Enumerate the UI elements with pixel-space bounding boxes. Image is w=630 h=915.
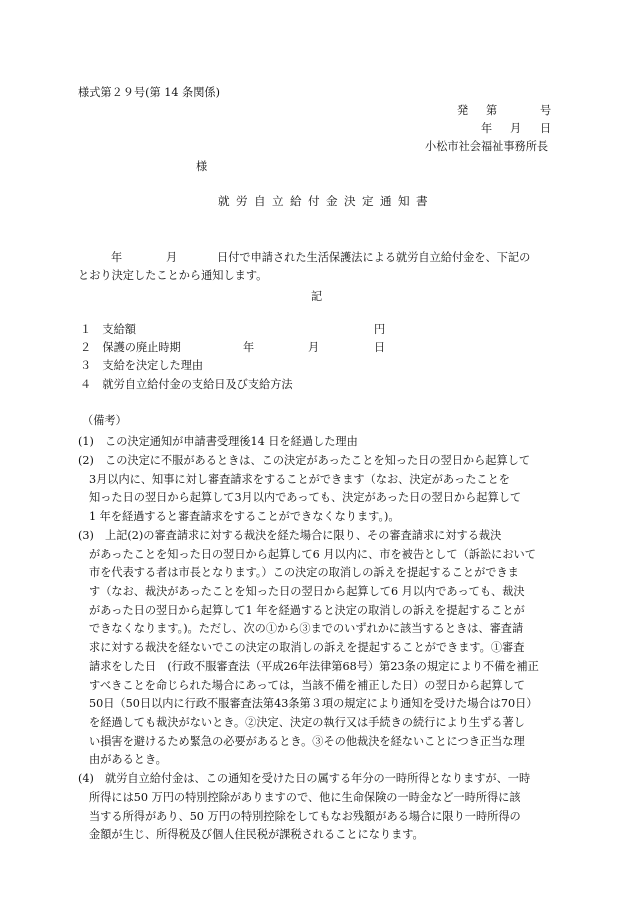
- issue-year-label: 年: [481, 122, 493, 135]
- issue-day-label: 日: [540, 122, 552, 135]
- item-2-month: 月: [308, 341, 320, 354]
- issue-hatsu-label: 発: [457, 104, 469, 117]
- remark-3-line-12: い損害を避けるため緊急の必要があるとき。③その他裁決を経ないことにつき正当な理: [89, 735, 525, 748]
- remark-2-line-3: 知った日の翌日から起算して3月以内であっても、決定があった日の翌日から起算して: [89, 491, 522, 504]
- remark-4-line-3: 当する所得があり、50 万円の特別控除をしてもなお残額がある場合に限り一時所得の: [89, 810, 521, 823]
- remark-3-line-13: 由があるとき。: [89, 753, 167, 766]
- item-2-year: 年: [243, 341, 255, 354]
- item-1-label: １ 支給額: [80, 323, 136, 336]
- item-2-label: ２ 保護の廃止時期: [80, 341, 181, 354]
- remark-3-line-1: (3) 上記(2)の審査請求に対する裁決を経た場合に限り、その審査請求に対する裁決: [78, 529, 502, 542]
- intro-line-2: とおり決定したことから通知します。: [78, 269, 268, 282]
- addressee-sama: 様: [196, 160, 208, 173]
- remark-3-line-3: 市を代表する者は市長となります。）この決定の取消しの訴えを提起することができま: [89, 566, 519, 579]
- remark-3-line-2: があったことを知った日の翌日から起算して6 月以内に、市を被告として（訴訟において: [89, 548, 536, 561]
- document-title: 就労自立給付金決定通知書: [218, 194, 434, 208]
- remark-3-line-7: 求に対する裁決を経ないでこの決定の取消しの訴えを提起することができます。①審査: [89, 641, 525, 654]
- remark-3-line-4: す（なお、裁決があったことを知った日の翌日から起算して6 月以内であっても、裁決: [89, 585, 525, 598]
- form-number: 様式第２９号(第 14 条関係): [78, 86, 220, 99]
- remark-2-line-2: 3月以内に、知事に対し審査請求をすることができます（なお、決定があったことを: [89, 473, 510, 486]
- item-3-label: ３ 支給を決定した理由: [80, 359, 204, 372]
- item-2-day: 日: [374, 341, 386, 354]
- ki-heading: 記: [311, 290, 323, 303]
- remark-3-line-9: すべきことを命じられた場合にあっては，当該不備を補正した日）の翌日から起算して: [89, 679, 525, 692]
- remark-3-line-11: を経過しても裁決がないとき。②決定、決定の執行又は手続きの続行により生ずる著し: [89, 716, 525, 729]
- remark-2-line-4: 1 年を経過すると審査請求をすることができなくなります。)。: [89, 510, 400, 523]
- remark-4-line-2: 所得には50 万円の特別控除がありますので、他に生命保険の一時金など一時所得に該: [89, 791, 521, 804]
- remark-2-line-1: (2) この決定に不服があるときは、この決定があったことを知った日の翌日から起算して: [78, 454, 531, 467]
- remark-4-line-4: 金額が生じ、所得税及び個人住民税が課税されることになります。: [89, 828, 424, 841]
- remarks-heading: （備考）: [82, 414, 127, 427]
- issuer-name: 小松市社会福祉事務所長: [425, 140, 549, 153]
- intro-month-label: 月: [166, 251, 178, 264]
- remark-3-line-5: があった日の翌日から起算して1 年を経過すると決定の取消しの訴えを提起することが: [89, 604, 525, 617]
- remark-3-line-8: 請求をした日 (行政不服審査法（平成26年法律第68号）第23条の規定により不備を補正: [89, 660, 539, 673]
- intro-text: 日付で申請された生活保護法による就労自立給付金を、下記の: [217, 251, 531, 264]
- remark-4-line-1: (4) 就労自立給付金は、この通知を受けた日の属する年分の一時所得となりますが、一時: [78, 772, 531, 785]
- remark-1: (1) この決定通知が申請書受理後14 日を経過した理由: [78, 435, 358, 448]
- remark-3-line-6: できなくなります。)。ただし、次の①から③までのいずれかに該当するときは、審査請: [89, 622, 524, 635]
- issue-go-label: 号: [540, 104, 552, 117]
- issue-month-label: 月: [510, 122, 522, 135]
- remark-3-line-10: 50日（50日以内に行政不服審査法第43条第３項の規定により通知を受けた場合は70日）: [89, 697, 538, 710]
- intro-year-label: 年: [111, 251, 123, 264]
- issue-dai-label: 第: [486, 104, 498, 117]
- item-1-yen: 円: [374, 323, 386, 336]
- item-4-label: ４ 就労自立給付金の支給日及び支給方法: [80, 378, 293, 391]
